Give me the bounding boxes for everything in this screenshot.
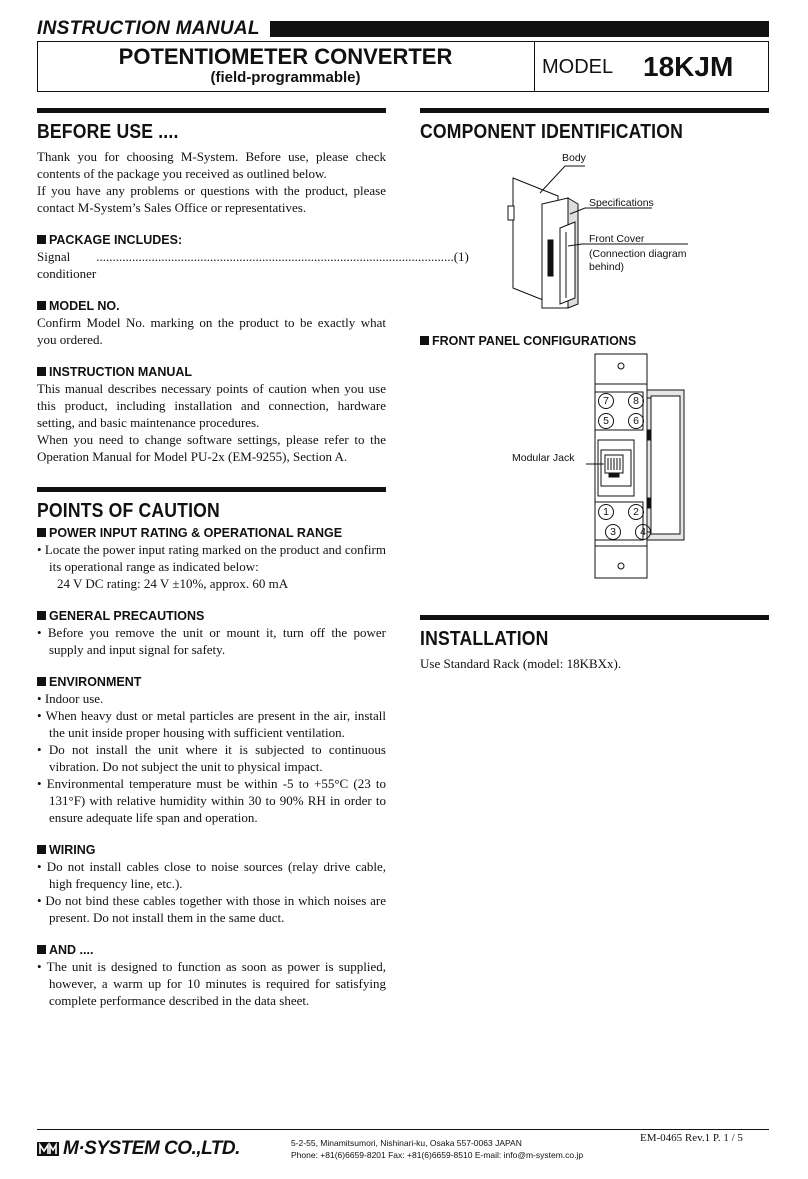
caution-title: POINTS OF CAUTION	[37, 500, 220, 522]
terminal-8: 8	[628, 393, 644, 409]
before-use-title: BEFORE USE ....	[37, 121, 179, 143]
env-item: • When heavy dust or metal particles are present in the air, install the unit inside proper housing with sufficient ventilation.	[37, 708, 386, 740]
title-divider	[534, 41, 535, 92]
terminal-4: 4	[635, 524, 651, 540]
terminal-6: 6	[628, 413, 644, 429]
component-section	[420, 108, 769, 144]
env-heading: ENVIRONMENT	[37, 675, 386, 689]
company-name: M·SYSTEM CO.,LTD.	[63, 1138, 240, 1159]
and-item: • The unit is designed to function as soon as power is supplied, however, a warm up for 10 minutes is required for satisfying complete performance described in the data sheet.	[37, 959, 386, 1008]
section-bar	[420, 108, 769, 113]
label-cover-note-1: (Connection diagram	[589, 248, 687, 260]
terminal-row-top	[598, 393, 644, 409]
terminal-5: 5	[598, 413, 614, 429]
before-use-intro-2: If you have any problems or questions with the product, please contact M-System’s Sales Office or representatives.	[37, 183, 386, 215]
company-contact: Phone: +81(6)6659-8201 Fax: +81(6)6659-8510 E-mail: info@m-system.co.jp	[291, 1150, 584, 1160]
square-bullet-icon	[420, 336, 429, 345]
front-cover	[560, 222, 575, 304]
square-bullet-icon	[37, 367, 46, 376]
front-panel-heading: FRONT PANEL CONFIGURATIONS	[420, 334, 636, 348]
manual-text-1: This manual describes necessary points of caution when you use this product, including installation and connection, hardware setting, and basic maintenance procedures.	[37, 381, 386, 430]
label-cover-note-2: behind)	[589, 261, 625, 273]
product-subtitle: (field-programmable)	[210, 69, 361, 86]
model-value: 18KJM	[643, 51, 734, 82]
leader-dots: ..............................................................................................................	[96, 249, 454, 264]
power-heading: POWER INPUT RATING & OPERATIONAL RANGE	[37, 526, 386, 540]
document-reference: EM-0465 Rev.1 P. 1 / 5	[640, 1132, 743, 1144]
terminal-7: 7	[598, 393, 614, 409]
caution-section	[37, 487, 386, 1009]
power-rating: 24 V DC rating: 24 V ±10%, approx. 60 mA	[57, 576, 289, 591]
manual-label: INSTRUCTION MANUAL	[37, 18, 260, 39]
m-system-logo-icon	[37, 1141, 59, 1157]
header-bar	[270, 21, 769, 37]
terminal-1: 1	[598, 504, 614, 520]
terminal-3: 3	[605, 524, 621, 540]
square-bullet-icon	[37, 301, 46, 310]
company-logo	[37, 1138, 240, 1160]
installation-section	[420, 615, 769, 672]
wiring-heading: WIRING	[37, 843, 386, 857]
model-no-heading: MODEL NO.	[37, 299, 386, 313]
terminal-2: 2	[628, 504, 644, 520]
board-tab	[508, 206, 514, 220]
section-bar	[37, 487, 386, 492]
manual-heading: INSTRUCTION MANUAL	[37, 365, 386, 379]
env-item: • Do not install the unit where it is subjected to continuous vibration. Do not subject the unit to physical impact.	[37, 742, 386, 774]
before-use-intro-1: Thank you for choosing M-System. Before use, please check contents of the package you received as outlined below.	[37, 149, 386, 181]
jack-frame	[598, 440, 634, 496]
general-item: • Before you remove the unit or mount it, turn off the power supply and input signal for safety.	[37, 625, 386, 657]
package-heading: PACKAGE INCLUDES:	[37, 233, 386, 247]
wiring-item: • Do not install cables close to noise sources (relay drive cable, high frequency line, etc.).	[37, 859, 386, 891]
label-modular-jack: Modular Jack	[512, 452, 575, 464]
model-label: MODEL	[542, 56, 614, 78]
label-specifications: Specifications	[589, 197, 654, 209]
leader-body	[540, 166, 585, 193]
section-bar	[37, 108, 386, 113]
model-no-text: Confirm Model No. marking on the product to be exactly what you ordered.	[37, 315, 386, 347]
square-bullet-icon	[37, 677, 46, 686]
component-title: COMPONENT IDENTIFICATION	[420, 121, 684, 143]
company-address: 5-2-55, Minamitsumori, Nishinari-ku, Osaka 557-0063 JAPAN	[291, 1138, 522, 1148]
env-item: • Indoor use.	[37, 691, 104, 706]
square-bullet-icon	[37, 611, 46, 620]
package-qty: (1)	[453, 249, 469, 264]
product-title: POTENTIOMETER CONVERTER	[118, 44, 453, 69]
front-panel-diagram	[590, 352, 690, 580]
installation-title: INSTALLATION	[420, 628, 549, 650]
square-bullet-icon	[37, 235, 46, 244]
connector-slot	[548, 240, 553, 276]
label-body: Body	[562, 152, 586, 164]
package-item-row	[37, 248, 469, 282]
wiring-item: • Do not bind these cables together with those in which noises are present. Do not install them in the same duct.	[37, 893, 386, 925]
terminal-row-2	[598, 413, 644, 429]
before-use-section	[37, 108, 469, 465]
and-heading: AND ....	[37, 943, 386, 957]
square-bullet-icon	[37, 945, 46, 954]
package-item: Signal conditioner	[37, 249, 97, 281]
square-bullet-icon	[37, 845, 46, 854]
env-item: • Environmental temperature must be within -5 to +55°C (23 to 131°F) with relative humidity within 30 to 90% RH in order to ensure adequate life span and operation.	[37, 776, 386, 825]
power-item: • Locate the power input rating marked on the product and confirm its operational range as indicated below:	[37, 542, 386, 574]
terminal-row-3	[598, 504, 644, 520]
label-front-cover: Front Cover	[589, 233, 645, 245]
section-bar	[420, 615, 769, 620]
manual-text-2: When you need to change software settings, please refer to the Operation Manual for Model PU-2x (EM-9255), Section A.	[37, 432, 386, 464]
installation-text: Use Standard Rack (model: 18KBXx).	[420, 656, 622, 671]
square-bullet-icon	[37, 528, 46, 537]
footer-line	[37, 1129, 769, 1130]
general-heading: GENERAL PRECAUTIONS	[37, 609, 386, 623]
terminal-row-bottom	[605, 524, 651, 540]
